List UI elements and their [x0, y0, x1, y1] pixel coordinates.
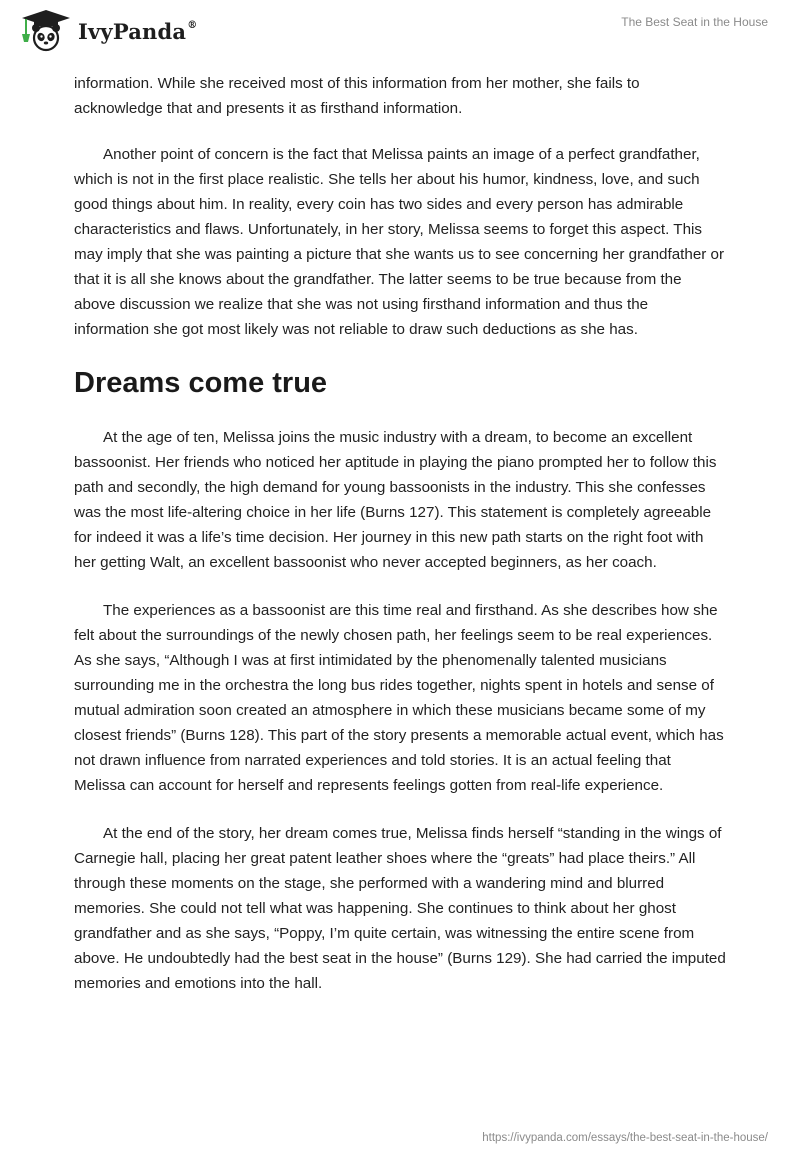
paragraph: The experiences as a bassoonist are this time real and firsthand. As she describes how she felt about the surroundings of the newly chosen path, her feelings seem to be real experiences. As she says, “Although I was at first intimidated by the phenomenally talented musicians surrounding me in the orchestra the long bus rides together, nights spent in hotels and sense of mutual admiration soon created an atmosphere in which these musicians became some of my closest friends” (Burns 128). This part of the story presents a memorable actual event, which has not drawn influence from narrated experiences and told stories. It is an actual feeling that Melissa can account for herself and represents feelings gotten from real-life experience.: [74, 602, 724, 794]
ivypanda-logo[interactable]: [16, 8, 197, 52]
paragraph: At the age of ten, Melissa joins the music industry with a dream, to become an excellent bassoonist. Her friends who noticed her aptitude in playing the piano prompted her to follow this path and secondly, the high demand for young bassoonists in the industry. This she confesses was the most life-altering choice in her life (Burns 127). This statement is completely agreeable for indeed it was a life’s time decision. Her journey in this new path starts on the right foot with her getting Walt, an excellent bassoonist who never accepted beginners, as her coach.: [74, 429, 717, 571]
essay-body: [74, 71, 726, 1019]
registered-mark: ®: [187, 19, 198, 31]
paragraph: At the end of the story, her dream comes true, Melissa finds herself “standing in the wings of Carnegie hall, placing her great patent leather shoes where the “greats” had place theirs.” All through these moments on the stage, she performed with a wandering mind and blurred memories. She could not tell what was happening. She continues to think about her ghost grandfather and as she says, “Poppy, I’m quite certain, was witnessing the entire scene from above. He undoubtedly had the best seat in the house” (Burns 129). She had carried the imputed memories and emotions into the hall.: [74, 825, 726, 992]
paragraph: Another point of concern is the fact that Melissa paints an image of a perfect grandfather, which is not in the first place realistic. She tells her about his humor, kindness, love, and such good things about him. In reality, every coin has two sides and every person has admirable characteristics and flaws. Unfortunately, in her story, Melissa seems to forget this aspect. This may imply that she was painting a picture that she wants us to see concerning her grandfather or that it is all she knows about the grandfather. The latter seems to be true because from the above discussion we realize that she was not using firsthand information and thus the information she got most likely was not reliable to draw such deductions as she has.: [74, 146, 725, 338]
source-url[interactable]: https://ivypanda.com/essays/the-best-seat-in-the-house/: [482, 1132, 768, 1144]
page-header: [0, 0, 800, 60]
brand-name: IvyPanda®: [78, 18, 198, 44]
section-heading: Dreams come true: [74, 367, 328, 399]
document-title: The Best Seat in the House: [621, 15, 768, 29]
panda-graduate-icon: [16, 8, 72, 52]
paragraph-continued: information. While she received most of this information from her mother, she fails to acknowledge that and presents it as firsthand information.: [74, 75, 640, 117]
